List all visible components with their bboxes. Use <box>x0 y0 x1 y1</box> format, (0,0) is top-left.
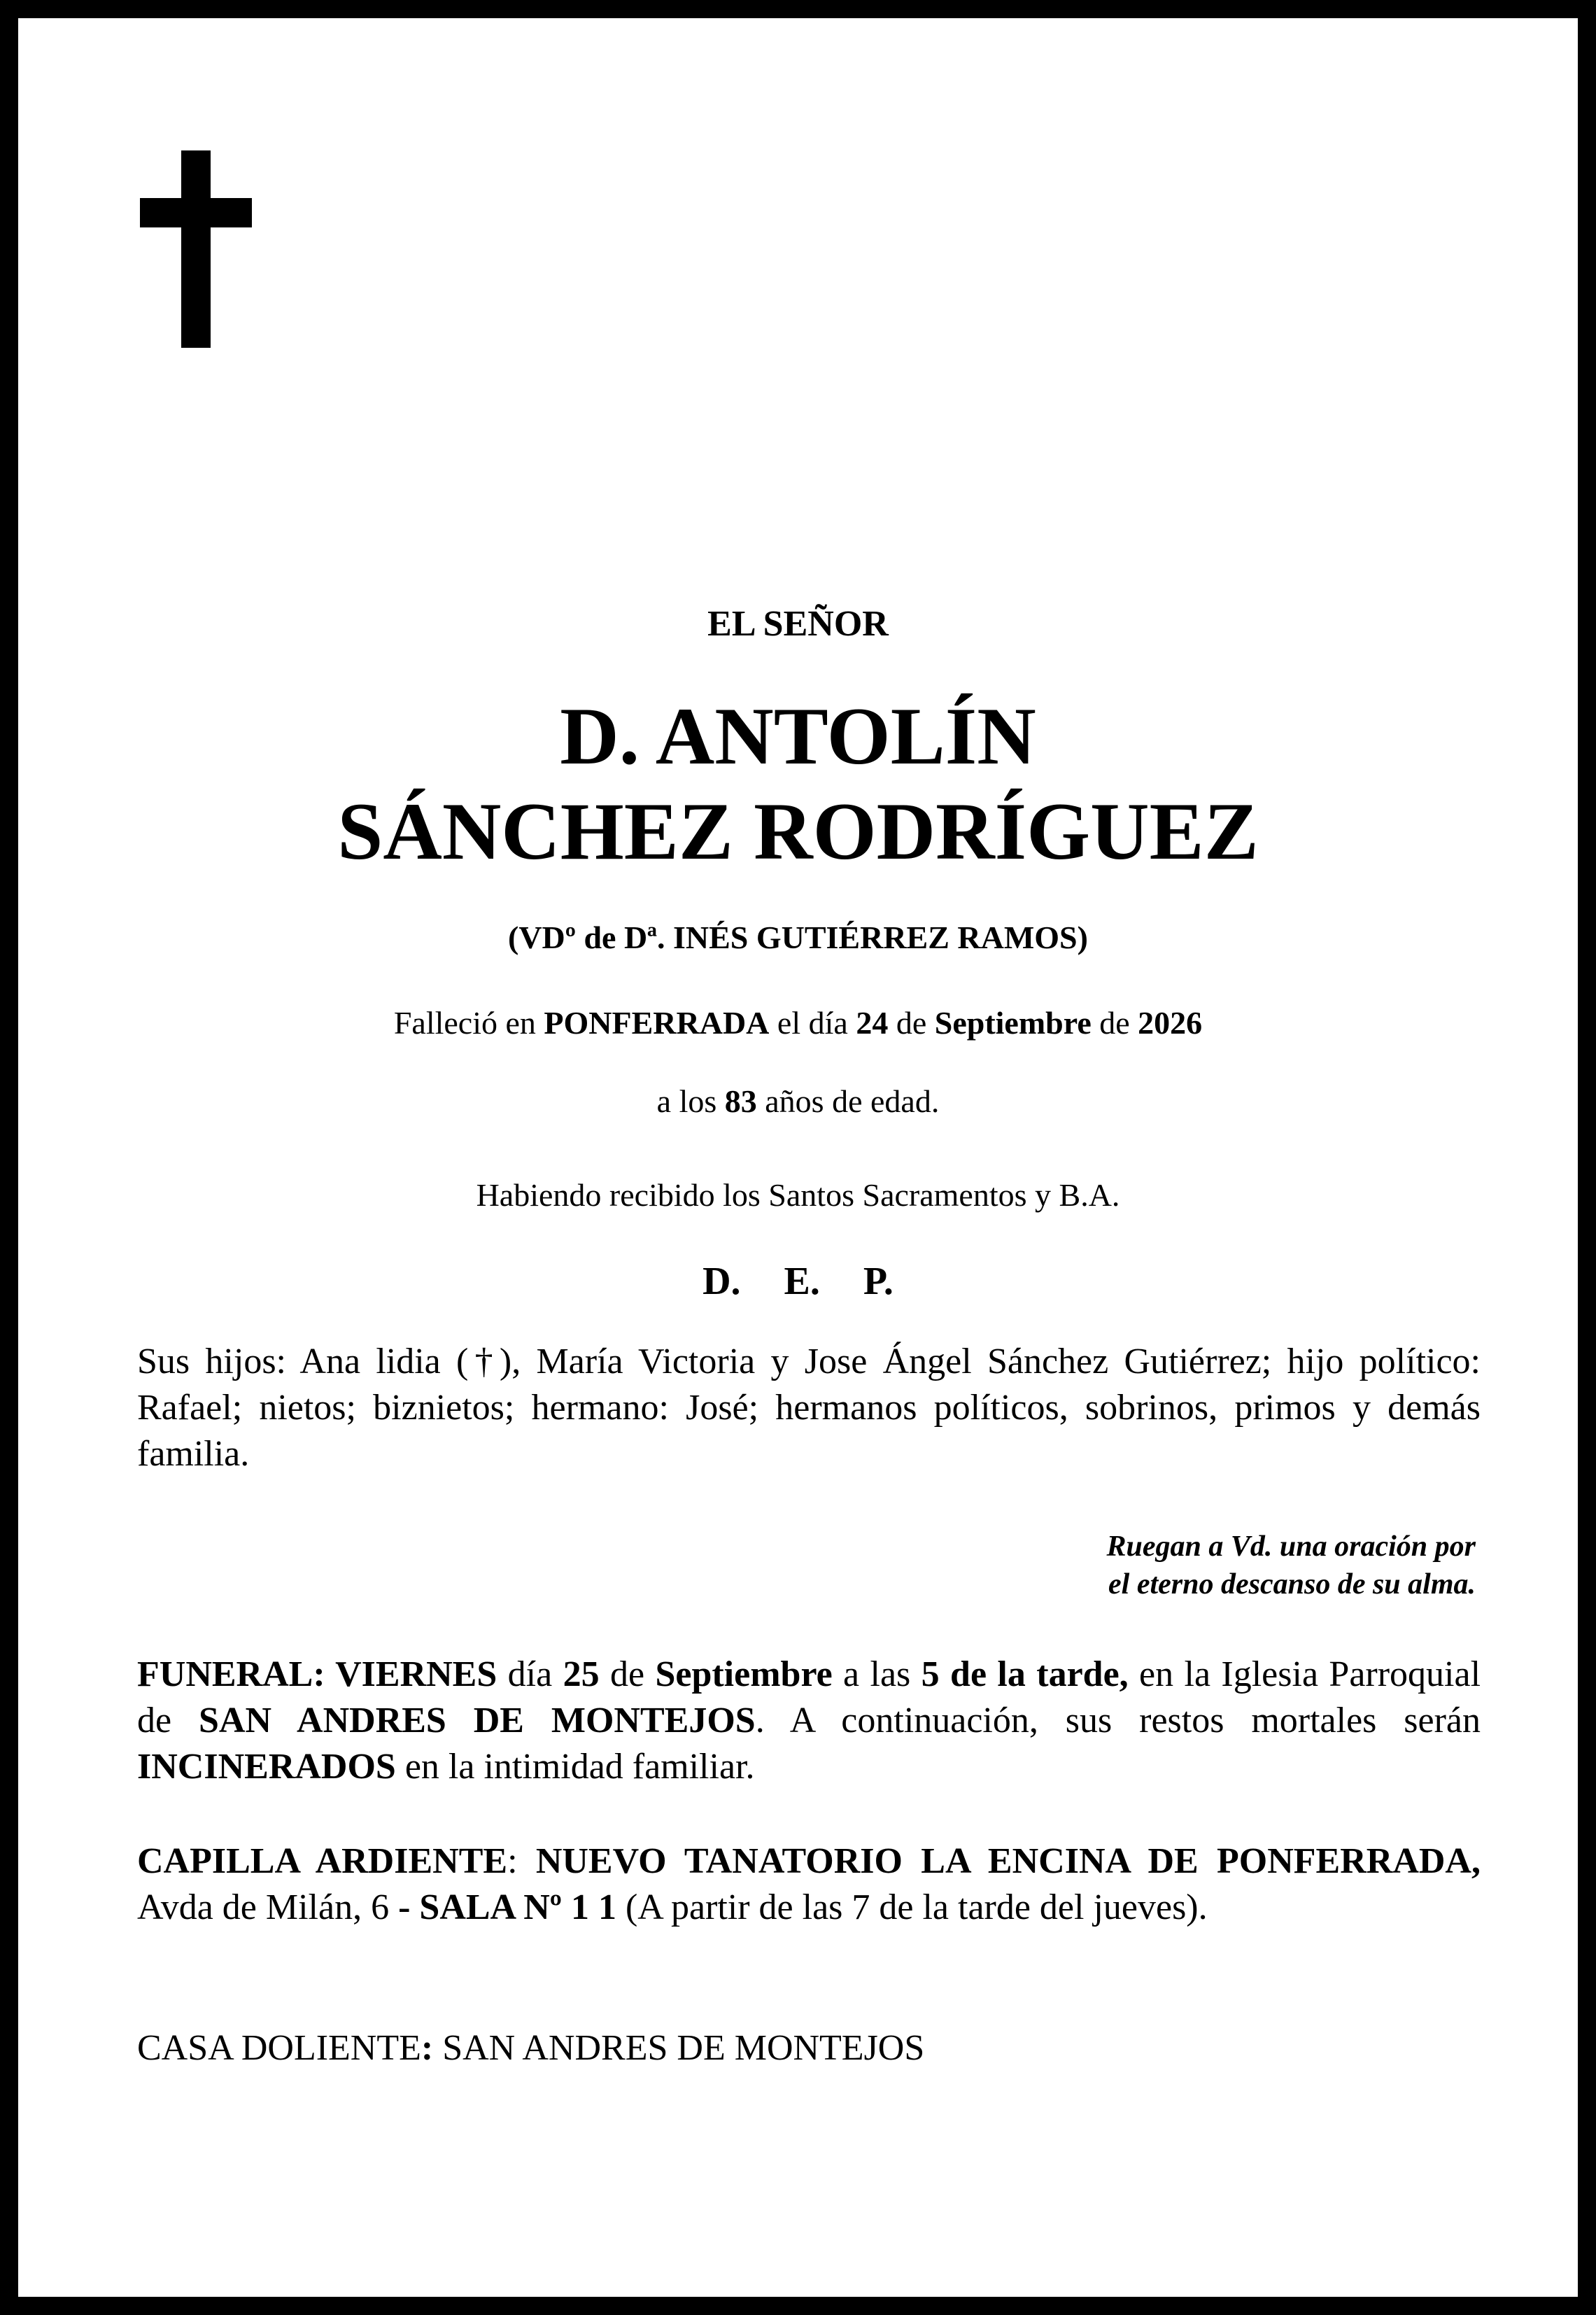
deceased-name-line1: D. ANTOLÍN <box>560 691 1036 782</box>
funeral-time: 5 de la tarde, <box>921 1654 1129 1694</box>
widow-of: (VDº de Dª. INÉS GUTIÉRREZ RAMOS) <box>508 920 1088 955</box>
capilla-paragraph: CAPILLA ARDIENTE: NUEVO TANATORIO LA ENCINA DE PONFERRADA, Avda de Milán, 6 - SALA Nº 1 1 (A partir de las 7 de la tarde del jueves). <box>137 1841 1481 1927</box>
prayer-line1: Ruegan a Vd. una oración por <box>1106 1531 1476 1563</box>
casa-label: CASA DOLIENTE <box>137 2028 421 2068</box>
capilla-place: NUEVO TANATORIO LA ENCINA DE PONFERRADA, <box>535 1841 1481 1881</box>
age-years: 83 <box>724 1083 757 1119</box>
deceased-name-line2: SÁNCHEZ RODRÍGUEZ <box>337 787 1259 877</box>
cross-icon <box>140 150 252 348</box>
casa-doliente: CASA DOLIENTE: SAN ANDRES DE MONTEJOS <box>137 2028 925 2068</box>
capilla-label: CAPILLA ARDIENTE <box>137 1841 508 1881</box>
prayer-line2: el eterno descanso de su alma. <box>1108 1568 1476 1600</box>
dep-line: D. E. P. <box>702 1260 894 1303</box>
funeral-paragraph: FUNERAL: VIERNES día 25 de Septiembre a las 5 de la tarde, en la Iglesia Parroquial de SAN ANDRES DE MONTEJOS. A continuación, sus restos mortales serán INCINERADOS en la intimidad familiar. <box>137 1654 1481 1787</box>
deceased-name <box>0 689 1596 880</box>
death-line: Falleció en PONFERRADA el día 24 de Septiembre de 2026 <box>393 1005 1203 1041</box>
funeral-month: Septiembre <box>655 1654 833 1694</box>
death-day: 24 <box>856 1005 889 1041</box>
age-line: a los 83 años de edad. <box>656 1083 940 1119</box>
funeral-church: SAN ANDRES DE MONTEJOS <box>198 1701 756 1740</box>
death-year: 2026 <box>1138 1005 1203 1041</box>
casa-value: SAN ANDRES DE MONTEJOS <box>433 2028 925 2068</box>
death-place: PONFERRADA <box>544 1005 770 1041</box>
funeral-label: FUNERAL: VIERNES <box>137 1654 497 1694</box>
sacraments-line: Habiendo recibido los Santos Sacramentos y B.A. <box>476 1177 1120 1213</box>
heading: EL SEÑOR <box>707 604 889 644</box>
funeral-cremation: INCINERADOS <box>137 1747 396 1787</box>
death-month: Septiembre <box>934 1005 1092 1041</box>
funeral-day: 25 <box>563 1654 600 1694</box>
family-paragraph: Sus hijos: Ana lidia (†), María Victoria y Jose Ángel Sánchez Gutiérrez; hijo político: Rafael; nietos; biznietos; hermano: José; hermanos políticos, sobrinos, primos y demás familia. <box>137 1342 1481 1474</box>
capilla-room: - SALA Nº 1 1 <box>398 1887 616 1927</box>
prayer-note <box>1107 1528 1476 1603</box>
